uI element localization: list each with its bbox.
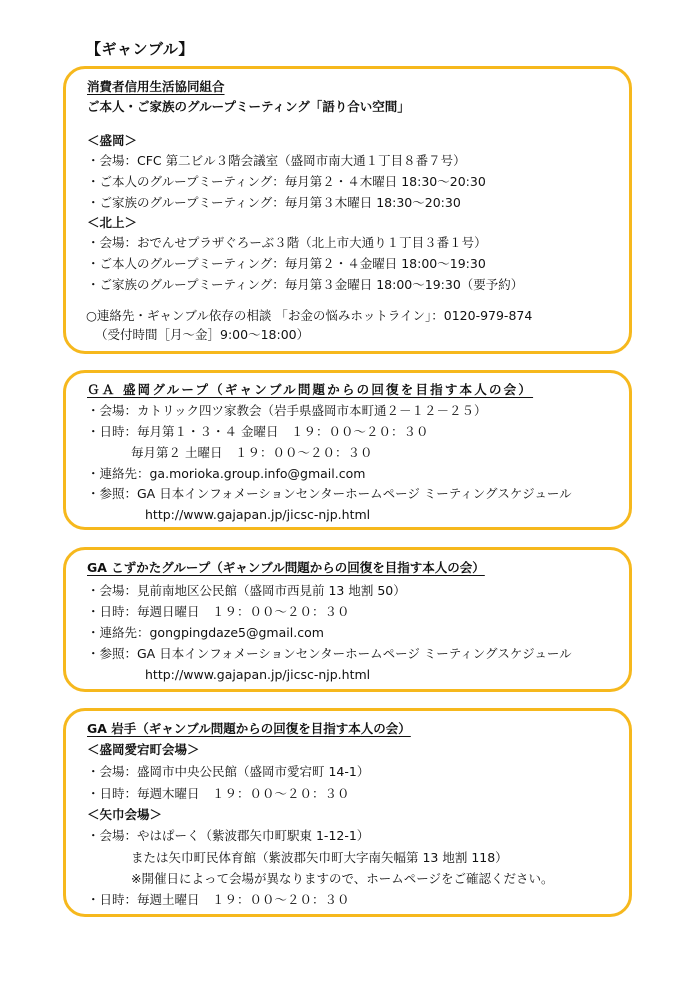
- hotline-hours: （受付時間［月～金］9:00～18:00）: [95, 327, 310, 342]
- kitakami-self-meeting: ・ご本人のグループミーティング：毎月第２・４金曜日 18:00～19:30: [87, 256, 486, 271]
- morioka-venue: ・会場：CFC 第二ビル３階会議室（盛岡市南大通１丁目８番７号）: [87, 153, 466, 168]
- ga-kozukata-contact: ・連絡先：gongpingdaze5@gmail.com: [87, 625, 324, 640]
- hotline-contact: ○連絡先・ギャンブル依存の相談 「お金の悩みホットライン」：0120-979-874: [86, 308, 533, 323]
- yahaba-date: ・日時：毎週土曜日 １９：００～２０：３０: [87, 892, 350, 907]
- ga-morioka-box: [63, 370, 632, 530]
- kitakami-family-meeting: ・ご家族のグループミーティング：毎月第３金曜日 18:00～19:30（要予約）: [87, 277, 524, 292]
- yahaba-note: ※開催日によって会場が異なりますので、ホームページをご確認ください。: [131, 871, 554, 886]
- cfc-meeting-box: [63, 66, 632, 354]
- ga-kozukata-date: ・日時：毎週日曜日 １９：００～２０：３０: [87, 604, 350, 619]
- page-heading: 【ギャンブル】: [86, 40, 194, 58]
- ga-kozukata-venue: ・会場：見前南地区公民館（盛岡市西見前 13 地割 50）: [87, 583, 406, 598]
- atago-venue: ・会場：盛岡市中央公民館（盛岡市愛宕町 14-1）: [87, 764, 370, 779]
- ga-morioka-date-2: 毎月第２ 土曜日 １９：００～２０：３０: [131, 445, 373, 460]
- morioka-self-meeting: ・ご本人のグループミーティング：毎月第２・４木曜日 18:30～20:30: [87, 174, 486, 189]
- morioka-label: ＜盛岡＞: [87, 133, 138, 148]
- yahaba-label: ＜矢巾会場＞: [87, 807, 163, 822]
- ga-morioka-reference: ・参照：GA 日本インフォメーションセンターホームページ ミーティングスケジュール: [87, 486, 572, 501]
- yahaba-venue-alt: または矢巾町民体育館（紫波郡矢巾町大字南矢幅第 13 地割 118）: [131, 850, 508, 865]
- ga-kozukata-title: GA こずかたグループ（ギャンブル問題からの回復を目指す本人の会）: [87, 560, 485, 575]
- morioka-family-meeting: ・ご家族のグループミーティング：毎月第３木曜日 18:30～20:30: [87, 195, 461, 210]
- cfc-org-title: 消費者信用生活協同組合: [87, 79, 225, 94]
- ga-morioka-venue: ・会場：カトリック四ツ家教会（岩手県盛岡市本町通２－１２－２５）: [87, 403, 487, 418]
- ga-morioka-contact: ・連絡先：ga.morioka.group.info@gmail.com: [87, 466, 366, 481]
- ga-morioka-url[interactable]: http://www.gajapan.jp/jicsc-njp.html: [145, 507, 371, 522]
- ga-iwate-title: GA 岩手（ギャンブル問題からの回復を目指す本人の会）: [87, 721, 411, 736]
- ga-morioka-date-1: ・日時：毎月第１・３・４ 金曜日 １９：００～２０：３０: [87, 424, 429, 439]
- ga-kozukata-url[interactable]: http://www.gajapan.jp/jicsc-njp.html: [145, 667, 371, 682]
- atago-date: ・日時：毎週木曜日 １９：００～２０：３０: [87, 786, 350, 801]
- atago-label: ＜盛岡愛宕町会場＞: [87, 742, 200, 757]
- ga-kozukata-box: [63, 547, 632, 692]
- ga-iwate-box: [63, 708, 632, 917]
- cfc-subtitle: ご本人・ご家族のグループミーティング「語り合い空間」: [87, 99, 410, 114]
- ga-kozukata-reference: ・参照：GA 日本インフォメーションセンターホームページ ミーティングスケジュール: [87, 646, 572, 661]
- yahaba-venue: ・会場：やはぱーく（紫波郡矢巾町駅東 1-12-1）: [87, 828, 370, 843]
- kitakami-venue: ・会場：おでんせプラザぐろーぶ３階（北上市大通り１丁目３番１号）: [87, 235, 487, 250]
- kitakami-label: ＜北上＞: [87, 215, 138, 230]
- ga-morioka-title: ＧＡ 盛岡グループ（ギャンブル問題からの回復を目指す本人の会）: [87, 382, 534, 397]
